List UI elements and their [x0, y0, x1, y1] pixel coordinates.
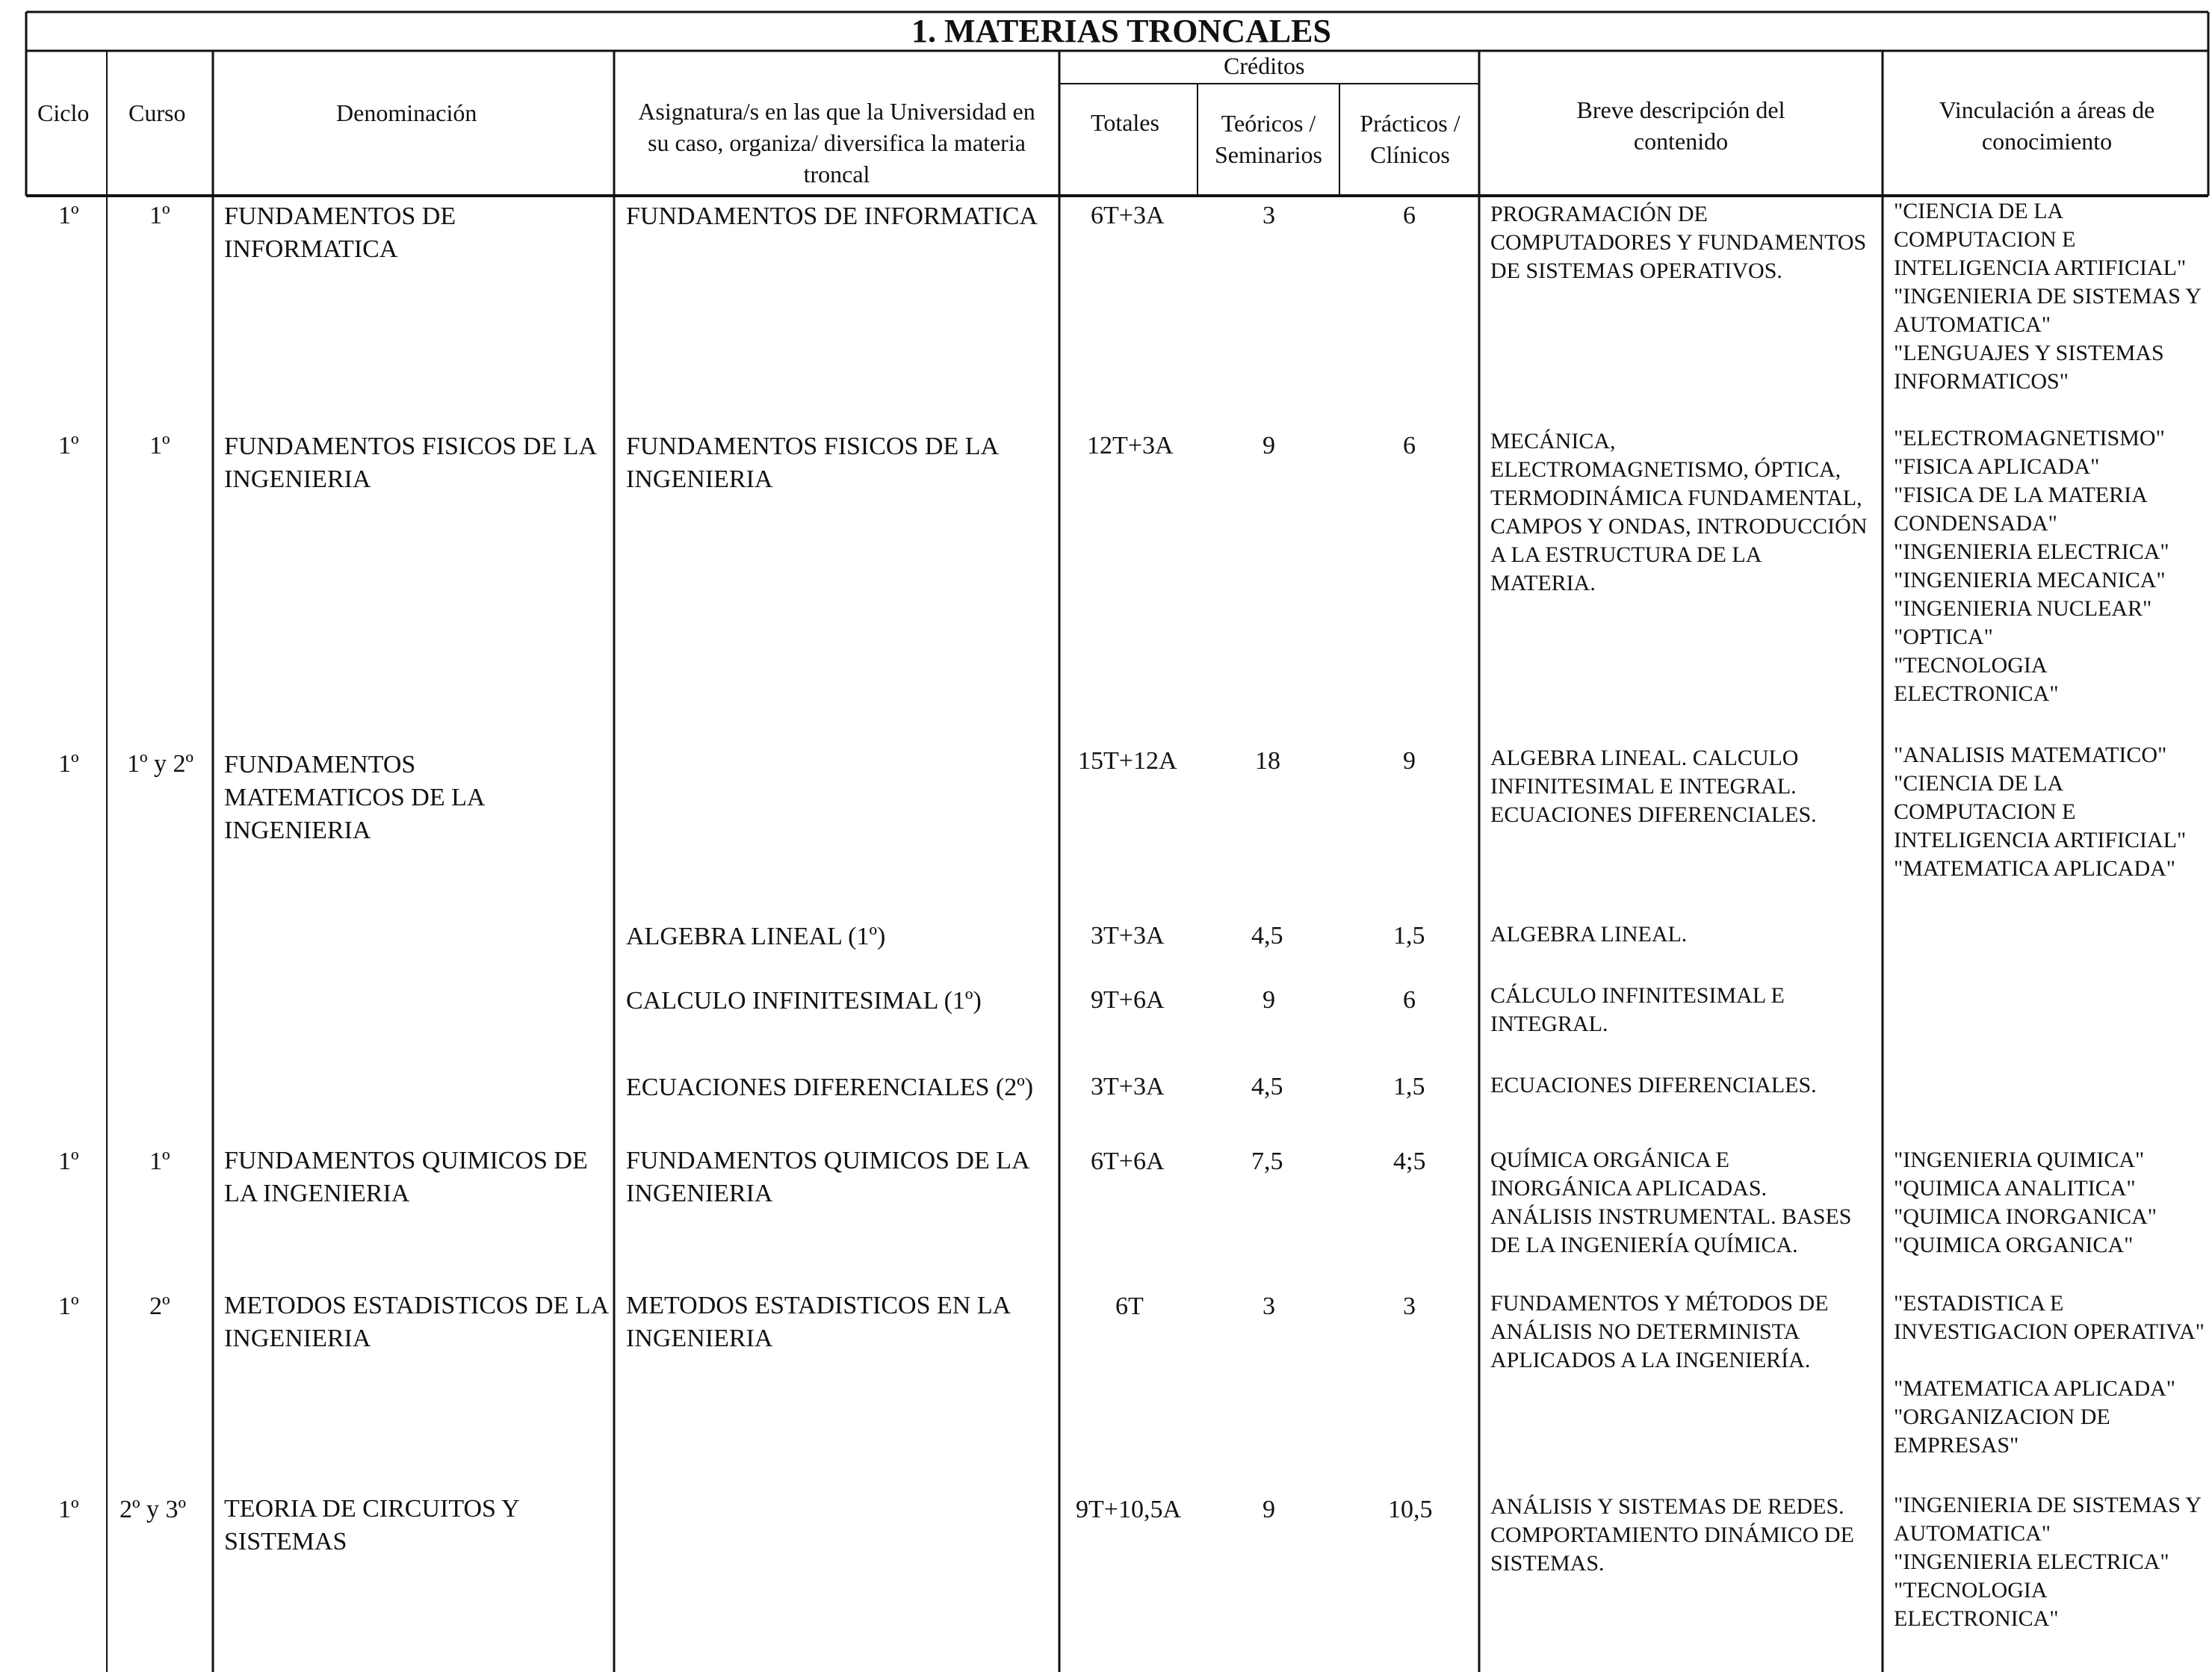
header-curso: Curso	[128, 99, 186, 126]
table-row-denominacion: FUNDAMENTOS MATEMATICOS DE LA INGENIERIA	[224, 751, 484, 844]
table-row-area: "LENGUAJES Y SISTEMAS INFORMATICOS"	[1894, 341, 2164, 394]
table-row-area: "MATEMATICA APLICADA"	[1894, 856, 2176, 881]
table-row-area: "INGENIERIA ELECTRICA"	[1894, 539, 2169, 564]
header-teoricos: Teóricos / Seminarios	[1215, 110, 1322, 168]
table-row-area: "ELECTROMAGNETISMO"	[1894, 426, 2165, 450]
header-creditos: Créditos	[1224, 52, 1305, 79]
table-row-practicos: 6	[1403, 432, 1416, 459]
table-row-totales: 6T	[1115, 1292, 1144, 1320]
table-row-ciclo: 1º	[58, 750, 79, 778]
table-row-practicos: 10,5	[1388, 1496, 1433, 1523]
table-row-totales: 6T+6A	[1091, 1148, 1165, 1175]
table-row-area: "ESTADISTICA E INVESTIGACION OPERATIVA"	[1894, 1291, 2205, 1344]
table-row-area: "OPTICA"	[1894, 625, 1993, 649]
table-row-teoricos: 3	[1263, 1292, 1275, 1320]
table-row-area: "QUIMICA INORGANICA"	[1894, 1204, 2157, 1229]
table-row-descripcion: ALGEBRA LINEAL. CALCULO INFINITESIMAL E INTEGRAL. ECUACIONES DIFERENCIALES.	[1490, 746, 1817, 827]
table-row-curso: 1º	[149, 1148, 170, 1175]
table-row-area: "QUIMICA ANALITICA"	[1894, 1176, 2136, 1201]
table-row-teoricos: 9	[1263, 986, 1275, 1014]
table-row-denominacion: FUNDAMENTOS DE INFORMATICA	[224, 202, 456, 263]
table-row-teoricos: 9	[1263, 1496, 1275, 1523]
table-row-teoricos: 18	[1255, 747, 1280, 775]
table-row-area: "ANALISIS MATEMATICO"	[1894, 743, 2167, 767]
table-row-ciclo: 1º	[58, 1148, 79, 1175]
table-row-area: "INGENIERIA DE SISTEMAS Y AUTOMATICA"	[1894, 284, 2201, 337]
table-row-area: "INGENIERIA MECANICA"	[1894, 568, 2166, 592]
table-row-curso: 1º	[149, 202, 170, 229]
table-row-curso: 2º y 3º	[120, 1496, 187, 1523]
table-row-descripcion: MECÁNICA, ELECTROMAGNETISMO, ÓPTICA, TERMODINÁMICA FUNDAMENTAL, CAMPOS Y ONDAS, INTRODUCCIÓN A LA ESTRUCTURA DE LA MATERIA.	[1490, 429, 1868, 595]
table-row-curso: 1º	[149, 432, 170, 459]
table-row-asignatura: CALCULO INFINITESIMAL (1º)	[626, 987, 982, 1015]
table-row-totales: 9T+10,5A	[1076, 1496, 1181, 1523]
table-row-asignatura: ECUACIONES DIFERENCIALES (2º)	[626, 1074, 1034, 1101]
header-asignatura: Asignatura/s en las que la Universidad en su caso, organiza/ diversifica la materia troncal	[638, 98, 1035, 188]
table-row-area: "QUIMICA ORGANICA"	[1894, 1233, 2134, 1257]
table-row-practicos: 1,5	[1393, 922, 1425, 950]
table-row-ciclo: 1º	[58, 1292, 79, 1320]
table-row-practicos: 1,5	[1393, 1073, 1425, 1100]
table-row-ciclo: 1º	[58, 202, 79, 229]
table-row-area: "MATEMATICA APLICADA"	[1894, 1376, 2176, 1401]
table-row-denominacion: METODOS ESTADISTICOS DE LA INGENIERIA	[224, 1292, 608, 1352]
table-row-practicos: 6	[1403, 986, 1416, 1014]
table-row-practicos: 9	[1403, 747, 1416, 775]
table-row-descripcion: CÁLCULO INFINITESIMAL E INTEGRAL.	[1490, 983, 1785, 1036]
table-row-area: "CIENCIA DE LA COMPUTACION E INTELIGENCIA ARTIFICIAL"	[1894, 199, 2187, 280]
table-row-asignatura: FUNDAMENTOS QUIMICOS DE LA INGENIERIA	[626, 1147, 1029, 1207]
table-row-area: "INGENIERIA DE SISTEMAS Y AUTOMATICA"	[1894, 1493, 2201, 1546]
table-row-descripcion: FUNDAMENTOS Y MÉTODOS DE ANÁLISIS NO DETERMINISTA APLICADOS A LA INGENIERÍA.	[1490, 1291, 1829, 1372]
table-row-totales: 3T+3A	[1091, 922, 1165, 950]
table-row-teoricos: 7,5	[1251, 1148, 1283, 1175]
table-row-area: "TECNOLOGIA ELECTRONICA"	[1894, 653, 2059, 706]
table-row-area: "FISICA APLICADA"	[1894, 454, 2100, 479]
table-row-descripcion: ANÁLISIS Y SISTEMAS DE REDES. COMPORTAMIENTO DINÁMICO DE SISTEMAS.	[1490, 1494, 1854, 1576]
header-totales: Totales	[1091, 109, 1159, 136]
header-ciclo: Ciclo	[37, 99, 90, 126]
table-row-teoricos: 4,5	[1251, 922, 1283, 950]
table-row-area: "CIENCIA DE LA COMPUTACION E INTELIGENCIA ARTIFICIAL"	[1894, 771, 2187, 852]
table-row-asignatura: FUNDAMENTOS FISICOS DE LA INGENIERIA	[626, 433, 998, 493]
table-row-totales: 9T+6A	[1091, 986, 1165, 1014]
table-row-descripcion: ECUACIONES DIFERENCIALES.	[1490, 1073, 1817, 1097]
table-row-asignatura: ALGEBRA LINEAL (1º)	[626, 923, 886, 950]
table-row-area: "ORGANIZACION DE EMPRESAS"	[1894, 1405, 2110, 1458]
header-practicos: Prácticos / Clínicos	[1360, 110, 1460, 168]
table-row-area: "TECNOLOGIA ELECTRONICA"	[1894, 1578, 2059, 1631]
table-row-practicos: 6	[1403, 202, 1416, 229]
table-row-practicos: 3	[1403, 1292, 1416, 1320]
table-row-curso: 2º	[149, 1292, 170, 1320]
table-row-descripcion: QUÍMICA ORGÁNICA E INORGÁNICA APLICADAS. ANÁLISIS INSTRUMENTAL. BASES DE LA INGENIERÍA QUÍMICA.	[1490, 1148, 1852, 1257]
table-row-asignatura: METODOS ESTADISTICOS EN LA INGENIERIA	[626, 1292, 1010, 1352]
table-row-practicos: 4;5	[1393, 1148, 1426, 1175]
table-row-totales: 3T+3A	[1091, 1073, 1165, 1100]
table-row-teoricos: 3	[1263, 202, 1275, 229]
table-row-teoricos: 9	[1263, 432, 1275, 459]
table-row-area: "INGENIERIA QUIMICA"	[1894, 1148, 2145, 1172]
table-row-denominacion: FUNDAMENTOS FISICOS DE LA INGENIERIA	[224, 433, 596, 493]
table-row-area: "FISICA DE LA MATERIA CONDENSADA"	[1894, 483, 2147, 536]
table-row-area: "INGENIERIA NUCLEAR"	[1894, 596, 2152, 621]
table-row-curso: 1º y 2º	[127, 750, 194, 778]
table-row-totales: 15T+12A	[1078, 747, 1177, 775]
table-row-totales: 6T+3A	[1091, 202, 1165, 229]
table-row-asignatura: FUNDAMENTOS DE INFORMATICA	[626, 202, 1038, 230]
header-denominacion: Denominación	[336, 99, 477, 126]
table-row-denominacion: TEORIA DE CIRCUITOS Y SISTEMAS	[224, 1495, 519, 1555]
table-row-descripcion: ALGEBRA LINEAL.	[1490, 922, 1688, 947]
table-row-ciclo: 1º	[58, 1496, 79, 1523]
table-row-denominacion: FUNDAMENTOS QUIMICOS DE LA INGENIERIA	[224, 1147, 588, 1207]
table-row-descripcion: PROGRAMACIÓN DE COMPUTADORES Y FUNDAMENTOS DE SISTEMAS OPERATIVOS.	[1490, 202, 1867, 283]
table-row-totales: 12T+3A	[1087, 432, 1174, 459]
table-row-area: "INGENIERIA ELECTRICA"	[1894, 1549, 2169, 1574]
table-row-teoricos: 4,5	[1251, 1073, 1283, 1100]
table-row-ciclo: 1º	[58, 432, 79, 459]
header-vinculacion: Vinculación a áreas de conocimiento	[1939, 96, 2155, 155]
page-title: 1. MATERIAS TRONCALES	[911, 13, 1331, 49]
header-descripcion: Breve descripción del contenido	[1576, 96, 1785, 155]
